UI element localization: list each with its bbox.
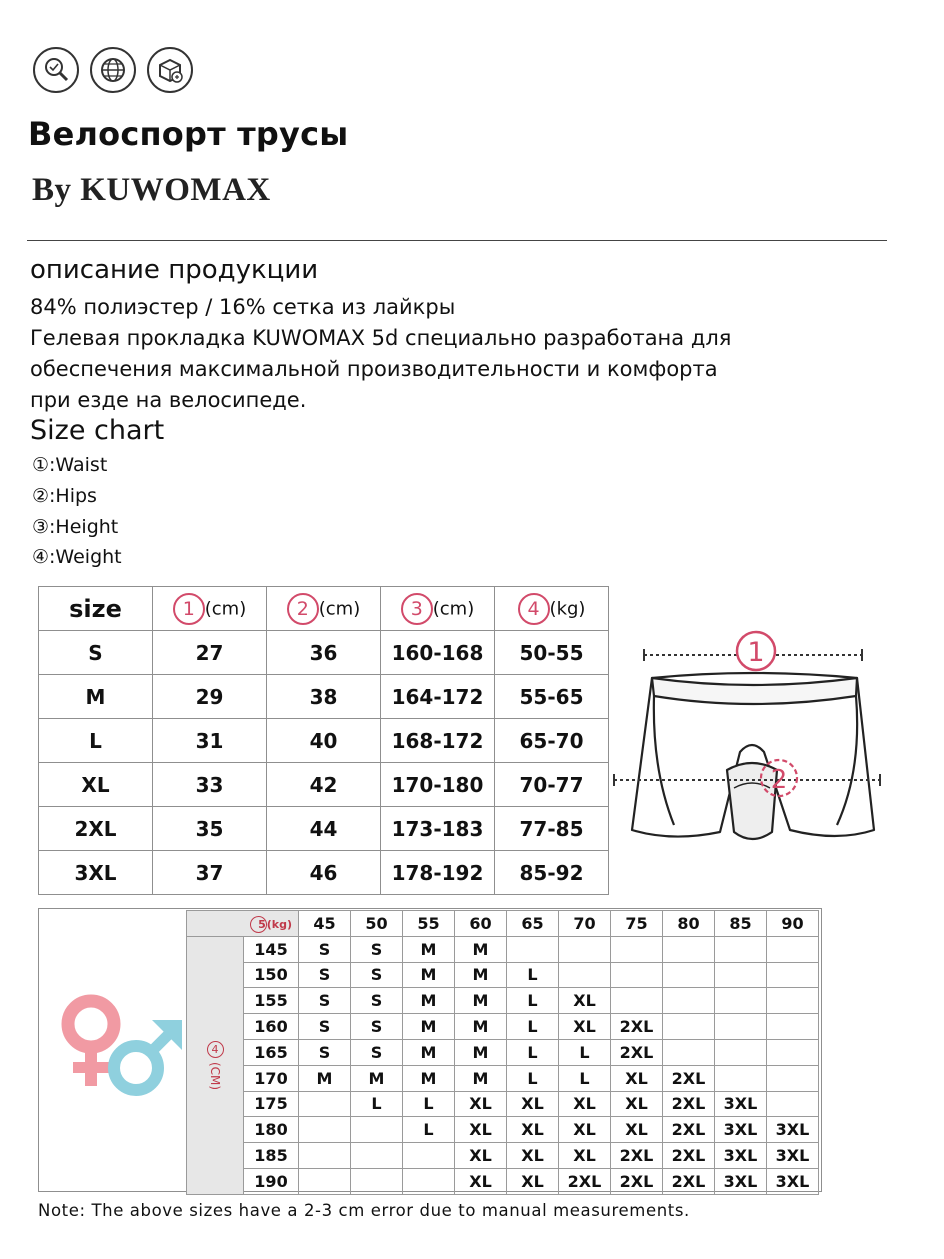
size-cell (299, 1091, 351, 1117)
height-axis-label (187, 936, 244, 1194)
waist-marker: 1 (173, 593, 205, 625)
male-symbol-icon (114, 1020, 182, 1090)
size-cell (715, 1014, 767, 1040)
height-cell: 155 (244, 988, 299, 1014)
size-cell: M (455, 962, 507, 988)
size-cell: S (299, 1039, 351, 1065)
size-cell: M (403, 988, 455, 1014)
waist-marker-label: 1 (747, 637, 765, 668)
height-cell: 164-172 (381, 675, 495, 719)
weight-header: 50 (351, 911, 403, 937)
legend-weight: ④:Weight (32, 546, 122, 568)
size-cell (767, 962, 819, 988)
size-cell: 2XL (663, 1168, 715, 1194)
size-cell: L (39, 719, 153, 763)
weight-cell: 70-77 (495, 763, 609, 807)
hips-cell: 38 (267, 675, 381, 719)
gender-symbols-icon (48, 990, 188, 1115)
size-cell: L (403, 1091, 455, 1117)
weight-header-row (187, 911, 819, 937)
size-cell: 2XL (663, 1143, 715, 1169)
size-cell: M (455, 1039, 507, 1065)
size-cell (351, 1143, 403, 1169)
weight-header: 90 (767, 911, 819, 937)
size-cell: M (403, 962, 455, 988)
size-cell: 2XL (611, 1143, 663, 1169)
size-cell: L (507, 1065, 559, 1091)
size-cell: L (507, 962, 559, 988)
size-cell: XL (455, 1091, 507, 1117)
brand-byline: By KUWOMAX (32, 172, 271, 208)
size-cell: XL (559, 1143, 611, 1169)
weight-header: 65 (507, 911, 559, 937)
shorts-diagram (612, 620, 882, 875)
size-cell: XL (611, 1091, 663, 1117)
globe-icon (90, 47, 136, 93)
size-cell: 2XL (611, 1039, 663, 1065)
size-cell: L (507, 1014, 559, 1040)
size-cell: XL (559, 1117, 611, 1143)
hips-marker-label: 2 (770, 765, 788, 795)
waist-cell: 31 (153, 719, 267, 763)
size-cell (351, 1117, 403, 1143)
header-unit: (cm) (318, 598, 361, 619)
size-cell: S (299, 1014, 351, 1040)
size-cell (663, 962, 715, 988)
size-cell: M (455, 1065, 507, 1091)
weight-cell: 65-70 (495, 719, 609, 763)
size-cell: L (507, 1039, 559, 1065)
size-table-header (39, 587, 609, 631)
size-cell (299, 1168, 351, 1194)
weight-header: 55 (403, 911, 455, 937)
size-cell: XL (39, 763, 153, 807)
height-unit: (CM) (208, 1061, 222, 1090)
table-row (187, 1168, 819, 1194)
size-cell (663, 1039, 715, 1065)
size-cell (663, 1014, 715, 1040)
size-cell: XL (455, 1168, 507, 1194)
weight-height-table (186, 910, 819, 1195)
height-cell: 190 (244, 1168, 299, 1194)
description-line: при езде на велосипеде. (30, 388, 307, 412)
size-cell (715, 1065, 767, 1091)
size-cell: M (299, 1065, 351, 1091)
size-cell (767, 1014, 819, 1040)
size-cell: S (351, 1039, 403, 1065)
height-cell: 145 (244, 936, 299, 962)
weight-header: 45 (299, 911, 351, 937)
size-cell (715, 1039, 767, 1065)
size-cell: 3XL (715, 1143, 767, 1169)
size-cell (663, 988, 715, 1014)
size-cell: M (403, 1065, 455, 1091)
size-cell: S (351, 962, 403, 988)
size-cell: 3XL (39, 851, 153, 895)
size-cell: 3XL (715, 1168, 767, 1194)
size-cell: 2XL (663, 1065, 715, 1091)
size-cell (767, 988, 819, 1014)
weight-marker: 4 (518, 593, 550, 625)
size-cell: XL (507, 1143, 559, 1169)
height-cell: 175 (244, 1091, 299, 1117)
size-cell: M (351, 1065, 403, 1091)
height-cell: 168-172 (381, 719, 495, 763)
header-size: size (69, 594, 122, 623)
hips-cell: 44 (267, 807, 381, 851)
size-cell: XL (507, 1168, 559, 1194)
table-row (39, 763, 609, 807)
description-line: 84% полиэстер / 16% сетка из лайкры (30, 295, 456, 319)
size-cell: XL (559, 988, 611, 1014)
waist-cell: 35 (153, 807, 267, 851)
weight-header: 85 (715, 911, 767, 937)
size-cell (767, 1091, 819, 1117)
weight-header: 80 (663, 911, 715, 937)
height-cell: 160-168 (381, 631, 495, 675)
header-unit: (cm) (432, 598, 475, 619)
size-cell: 3XL (715, 1117, 767, 1143)
size-cell (403, 1168, 455, 1194)
weight-cell: 85-92 (495, 851, 609, 895)
size-cell (715, 988, 767, 1014)
waist-cell: 33 (153, 763, 267, 807)
size-cell: S (299, 988, 351, 1014)
weight-marker: 5 (250, 916, 267, 933)
size-cell (663, 936, 715, 962)
weight-unit: (kg) (266, 918, 292, 932)
height-cell: 178-192 (381, 851, 495, 895)
shorts-outline (632, 673, 874, 839)
height-cell: 160 (244, 1014, 299, 1040)
weight-header: 70 (559, 911, 611, 937)
weight-header: 75 (611, 911, 663, 937)
hips-cell: 42 (267, 763, 381, 807)
size-cell (767, 936, 819, 962)
size-cell: 3XL (767, 1117, 819, 1143)
size-cell: M (455, 936, 507, 962)
measurement-note: Note: The above sizes have a 2-3 cm error due to manual measurements. (38, 1201, 690, 1220)
waist-measure-line (644, 632, 862, 670)
size-cell: S (39, 631, 153, 675)
table-row (187, 1039, 819, 1065)
size-cell: 3XL (767, 1143, 819, 1169)
size-cell (767, 1065, 819, 1091)
table-row (39, 631, 609, 675)
header-unit: (cm) (204, 598, 247, 619)
table-row (39, 719, 609, 763)
height-cell: 165 (244, 1039, 299, 1065)
size-cell: XL (507, 1117, 559, 1143)
size-cell: XL (559, 1091, 611, 1117)
size-cell: S (299, 962, 351, 988)
size-cell: XL (559, 1014, 611, 1040)
table-row (187, 1091, 819, 1117)
table-row (187, 988, 819, 1014)
height-cell: 180 (244, 1117, 299, 1143)
size-cell: L (351, 1091, 403, 1117)
size-cell: M (455, 988, 507, 1014)
size-cell (611, 936, 663, 962)
size-cell (507, 936, 559, 962)
size-cell: L (403, 1117, 455, 1143)
size-table (38, 586, 609, 895)
size-cell (715, 936, 767, 962)
waist-cell: 37 (153, 851, 267, 895)
size-cell: 3XL (715, 1091, 767, 1117)
size-cell: M (403, 1014, 455, 1040)
size-cell (351, 1168, 403, 1194)
hips-marker: 2 (287, 593, 319, 625)
table-row (187, 1014, 819, 1040)
size-cell: M (455, 1014, 507, 1040)
legend-height: ③:Height (32, 516, 119, 538)
size-cell (559, 962, 611, 988)
size-cell: 2XL (663, 1117, 715, 1143)
table-row (187, 1117, 819, 1143)
hips-cell: 36 (267, 631, 381, 675)
waist-cell: 27 (153, 631, 267, 675)
size-chart-heading: Size chart (30, 415, 165, 446)
size-cell: 2XL (559, 1168, 611, 1194)
size-cell (715, 962, 767, 988)
box-return-icon (147, 47, 193, 93)
size-cell: S (351, 936, 403, 962)
search-shield-icon (33, 47, 79, 93)
legend-hips: ②:Hips (32, 485, 97, 507)
weight-cell: 77-85 (495, 807, 609, 851)
size-cell: 2XL (663, 1091, 715, 1117)
height-marker: 4 (207, 1041, 224, 1058)
waist-cell: 29 (153, 675, 267, 719)
height-marker: 3 (401, 593, 433, 625)
height-cell: 185 (244, 1143, 299, 1169)
size-cell: M (403, 936, 455, 962)
size-cell: XL (455, 1143, 507, 1169)
size-cell: S (299, 936, 351, 962)
divider (27, 240, 887, 241)
height-cell: 170-180 (381, 763, 495, 807)
description-heading: описание продукции (30, 255, 319, 285)
size-cell: S (351, 1014, 403, 1040)
height-cell: 170 (244, 1065, 299, 1091)
header-unit: (kg) (549, 598, 586, 619)
table-row (187, 936, 819, 962)
size-cell: XL (611, 1065, 663, 1091)
height-cell: 150 (244, 962, 299, 988)
size-cell (403, 1143, 455, 1169)
size-cell: M (403, 1039, 455, 1065)
size-cell (559, 936, 611, 962)
table-row (187, 1065, 819, 1091)
size-cell: XL (507, 1091, 559, 1117)
hips-cell: 40 (267, 719, 381, 763)
feature-icons (33, 47, 193, 93)
size-cell (611, 988, 663, 1014)
table-row (39, 675, 609, 719)
size-cell: 2XL (611, 1168, 663, 1194)
size-cell: XL (611, 1117, 663, 1143)
height-cell: 173-183 (381, 807, 495, 851)
size-cell (611, 962, 663, 988)
female-symbol-icon (68, 1001, 114, 1086)
description-line: обеспечения максимальной производительности и комфорта (30, 357, 718, 381)
size-cell (767, 1039, 819, 1065)
size-cell: 3XL (767, 1168, 819, 1194)
weight-cell: 55-65 (495, 675, 609, 719)
size-cell: M (39, 675, 153, 719)
table-row (187, 1143, 819, 1169)
table-row (39, 851, 609, 895)
size-cell: S (351, 988, 403, 1014)
size-cell: 2XL (39, 807, 153, 851)
size-cell (299, 1143, 351, 1169)
legend-waist: ①:Waist (32, 454, 108, 476)
product-title: Велоспорт трусы (28, 115, 349, 153)
size-cell: 2XL (611, 1014, 663, 1040)
size-cell: L (559, 1065, 611, 1091)
size-cell: XL (455, 1117, 507, 1143)
size-cell: L (559, 1039, 611, 1065)
size-cell: L (507, 988, 559, 1014)
table-row (187, 962, 819, 988)
description-line: Гелевая прокладка KUWOMAX 5d специально разработана для (30, 326, 732, 350)
hips-cell: 46 (267, 851, 381, 895)
table-row (39, 807, 609, 851)
weight-header: 60 (455, 911, 507, 937)
size-cell (299, 1117, 351, 1143)
weight-cell: 50-55 (495, 631, 609, 675)
